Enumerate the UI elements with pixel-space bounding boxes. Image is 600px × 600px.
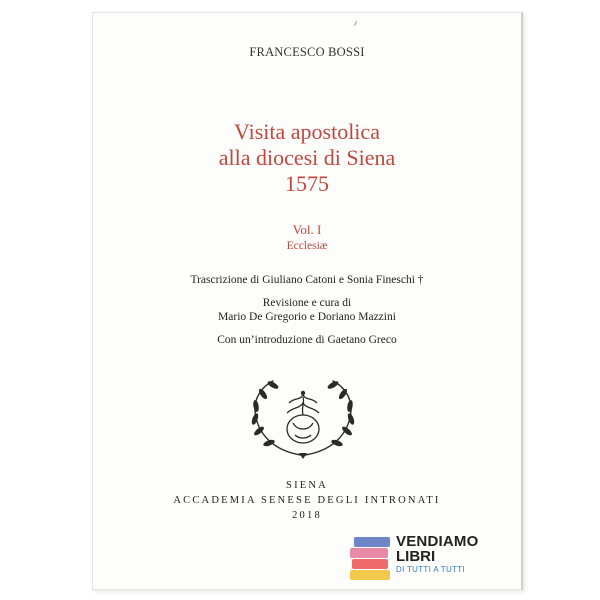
revision-line-1: Revisione e cura di	[262, 297, 352, 309]
book-title	[93, 119, 521, 197]
credits	[93, 273, 521, 356]
publisher-name: ACCADEMIA SENESE DEGLI INTRONATI	[173, 495, 441, 506]
logo-text	[396, 534, 478, 575]
cover-speck	[354, 21, 357, 26]
revision-credit	[93, 296, 521, 324]
publisher-block	[93, 478, 521, 523]
publication-year: 2018	[292, 510, 322, 521]
logo-line-1: VENDIAMO	[396, 533, 479, 550]
volume-subtitle: Ecclesiæ	[286, 240, 328, 252]
publisher-city: SIENA	[286, 480, 328, 491]
volume-number: Vol. I	[292, 222, 322, 237]
transcription-credit: Trascrizione di Giuliano Catoni e Sonia Fineschi †	[190, 274, 424, 286]
revision-line-2: Mario De Gregorio e Doriano Mazzini	[218, 311, 396, 323]
introduction-credit: Con un’introduzione di Gaetano Greco	[217, 334, 397, 346]
book-cover	[92, 12, 523, 590]
logo-tagline: DI TUTTI A TUTTI	[396, 565, 465, 574]
title-line-2: alla diocesi di Siena	[218, 145, 396, 170]
volume-info	[93, 222, 521, 254]
author-name: FRANCESCO BOSSI	[249, 45, 365, 59]
books-stack-icon	[350, 537, 392, 581]
academy-emblem-icon	[243, 373, 363, 463]
vendiamo-libri-logo	[350, 533, 520, 585]
title-line-1: Visita apostolica	[234, 119, 380, 144]
logo-line-2: LIBRI	[396, 548, 436, 565]
title-line-3: 1575	[285, 171, 329, 196]
